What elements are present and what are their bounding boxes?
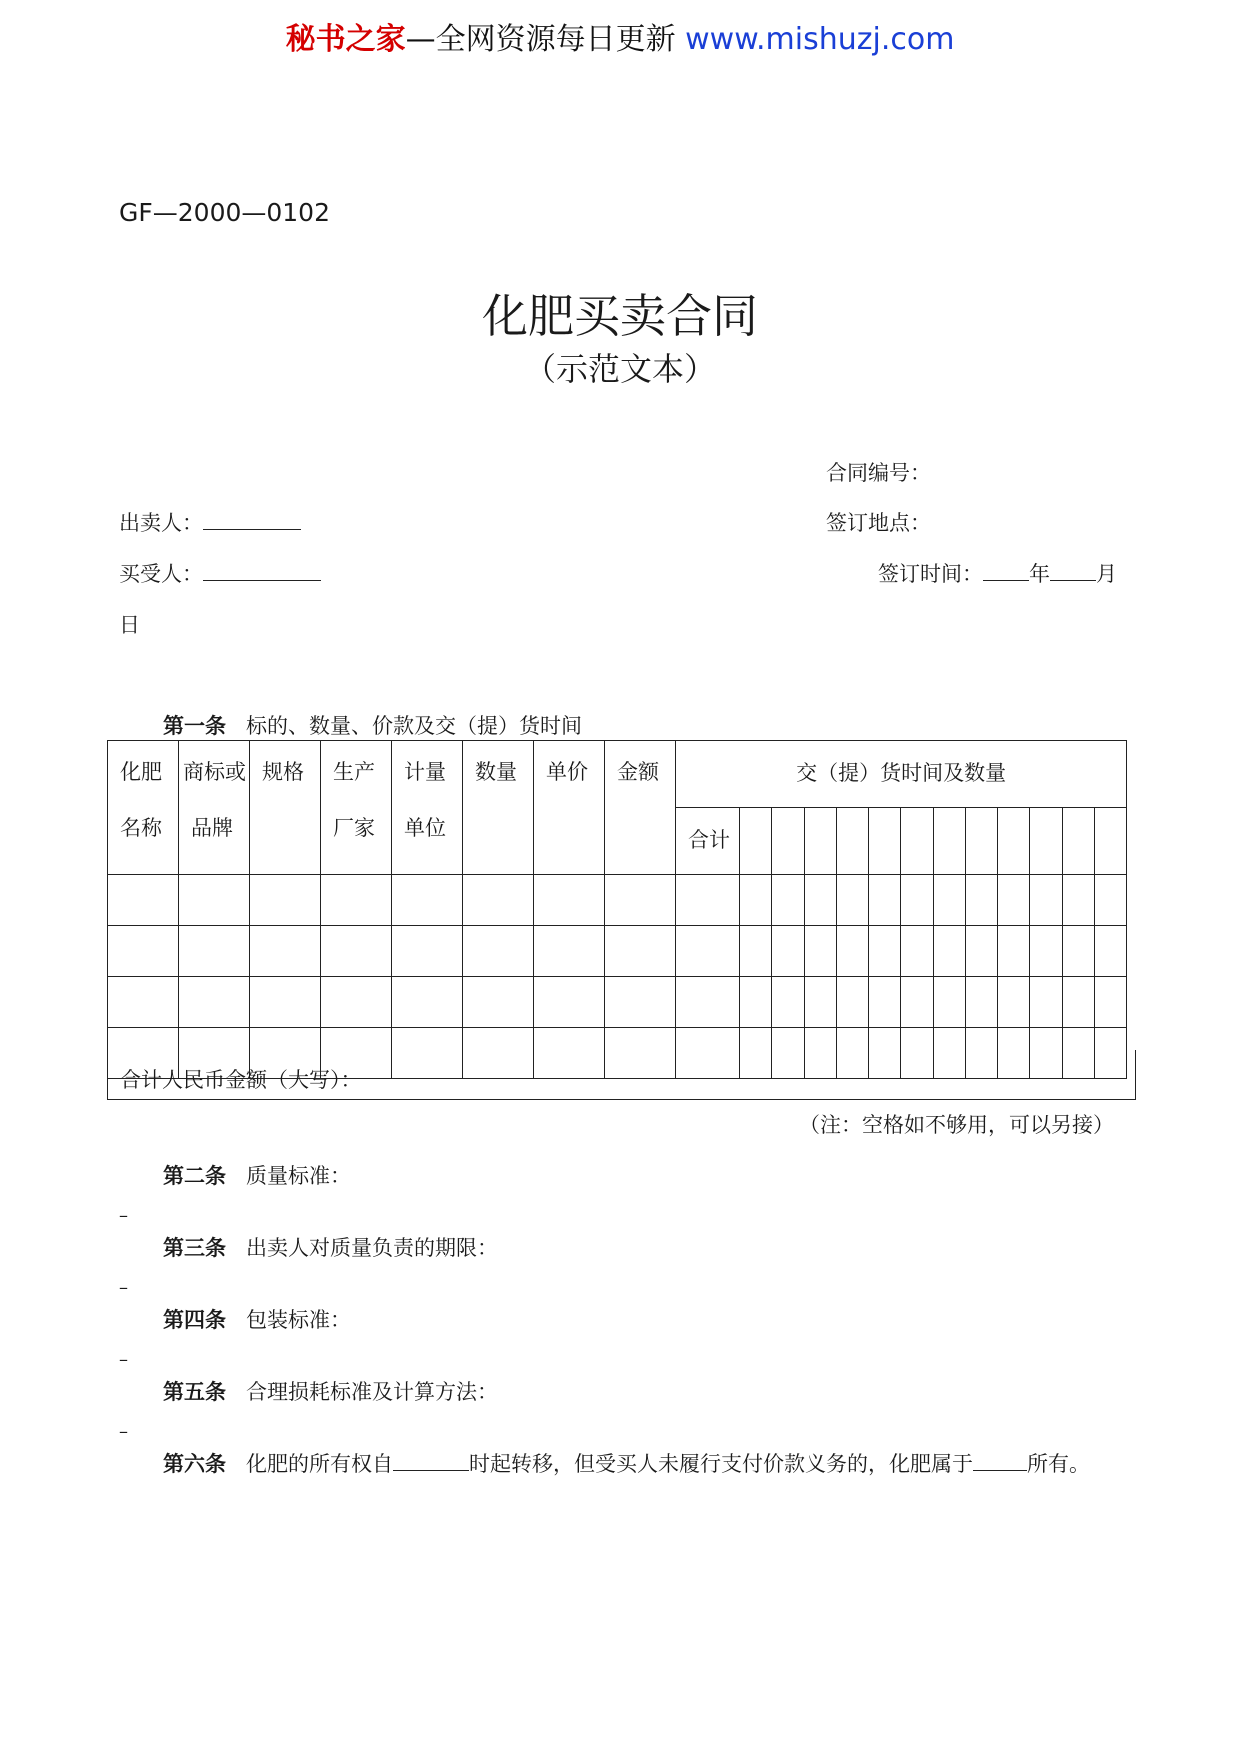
table-cell[interactable]: [998, 977, 1030, 1028]
table-cell[interactable]: [965, 977, 997, 1028]
goods-table: [107, 740, 1127, 1079]
day-label: 日: [119, 613, 140, 637]
table-cell[interactable]: [179, 875, 250, 926]
table-cell[interactable]: [740, 977, 772, 1028]
article-3-text: 出卖人对质量负责的期限：: [246, 1236, 499, 1260]
table-cell[interactable]: [108, 926, 179, 977]
delivery-subcolumn-header: [869, 808, 901, 875]
delivery-subcolumn-header: [933, 808, 965, 875]
delivery-subcolumn-header: [772, 808, 804, 875]
table-cell[interactable]: [869, 926, 901, 977]
seller-blank[interactable]: [203, 511, 301, 530]
table-note: （注：空格如不够用，可以另接）: [799, 1113, 1114, 1137]
col-header-quantity: 数量: [463, 741, 534, 875]
article-1: [163, 710, 582, 740]
delivery-subcolumn-header: [1094, 808, 1126, 875]
table-cell[interactable]: [1062, 926, 1094, 977]
table-cell[interactable]: [108, 875, 179, 926]
table-cell[interactable]: [463, 977, 534, 1028]
table-cell[interactable]: [534, 926, 605, 977]
table-cell[interactable]: [998, 926, 1030, 977]
table-cell[interactable]: [740, 926, 772, 977]
table-cell[interactable]: [804, 977, 836, 1028]
col-header-amount: 金额: [605, 741, 676, 875]
article-3-number: 第三条: [163, 1235, 226, 1260]
delivery-subcolumn-header: [965, 808, 997, 875]
document-code: GF—2000—0102: [119, 198, 330, 227]
seller-label: 出卖人：: [119, 511, 203, 535]
article-2-text: 质量标准：: [246, 1164, 352, 1188]
article-4-number: 第四条: [163, 1307, 226, 1332]
page-title: 化肥买卖合同: [482, 289, 758, 343]
table-cell[interactable]: [804, 875, 836, 926]
month-label: 月: [1096, 562, 1117, 586]
sign-time-label: 签订时间：: [878, 562, 983, 586]
contract-number-label: 合同编号：: [826, 461, 931, 485]
table-cell[interactable]: [250, 926, 321, 977]
table-cell[interactable]: [901, 977, 933, 1028]
banner-tagline: —全网资源每日更新: [405, 22, 676, 57]
article-2-number: 第二条: [163, 1163, 226, 1188]
col-header-delivery: 交（提）货时间及数量: [676, 741, 1127, 808]
article-4-fill-line[interactable]: –: [119, 1349, 128, 1370]
table-cell[interactable]: [933, 875, 965, 926]
table-body: [108, 875, 1127, 1079]
site-banner: [0, 14, 1240, 58]
col-header-delivery-total: 合计: [676, 808, 740, 875]
table-cell[interactable]: [836, 875, 868, 926]
table-cell[interactable]: [392, 926, 463, 977]
table-cell[interactable]: [772, 926, 804, 977]
col-header-fertilizer-name: 化肥 名称: [108, 741, 179, 875]
table-cell[interactable]: [605, 977, 676, 1028]
article-4: [163, 1304, 351, 1334]
table-cell[interactable]: [772, 875, 804, 926]
buyer-label: 买受人：: [119, 562, 203, 586]
article-5: [163, 1376, 498, 1406]
delivery-subcolumn-header: [1062, 808, 1094, 875]
table-cell[interactable]: [108, 977, 179, 1028]
table-cell[interactable]: [605, 875, 676, 926]
table-cell[interactable]: [869, 977, 901, 1028]
table-cell[interactable]: [463, 875, 534, 926]
table-row: [108, 926, 1127, 977]
month-blank[interactable]: [1050, 562, 1096, 581]
table-cell[interactable]: [901, 926, 933, 977]
table-row: [108, 977, 1127, 1028]
table-row: [108, 875, 1127, 926]
year-blank[interactable]: [983, 562, 1029, 581]
table-cell[interactable]: [179, 926, 250, 977]
article-5-fill-line[interactable]: –: [119, 1421, 128, 1442]
table-cell[interactable]: [1030, 875, 1062, 926]
table-cell[interactable]: [534, 875, 605, 926]
buyer-field[interactable]: [119, 558, 321, 588]
table-cell[interactable]: [392, 875, 463, 926]
table-cell[interactable]: [1062, 977, 1094, 1028]
table-cell[interactable]: [836, 926, 868, 977]
table-cell[interactable]: [392, 977, 463, 1028]
delivery-subcolumn-header: [901, 808, 933, 875]
table-cell[interactable]: [804, 926, 836, 977]
table-cell[interactable]: [463, 926, 534, 977]
article-2: [163, 1160, 351, 1190]
article-2-fill-line[interactable]: –: [119, 1205, 128, 1226]
col-header-unit: 计量 单位: [392, 741, 463, 875]
table-cell[interactable]: [772, 977, 804, 1028]
table-cell[interactable]: [1094, 977, 1126, 1028]
table-cell[interactable]: [250, 875, 321, 926]
table-cell[interactable]: [676, 875, 740, 926]
table-cell[interactable]: [1030, 926, 1062, 977]
table-cell[interactable]: [1062, 875, 1094, 926]
table-cell[interactable]: [1094, 875, 1126, 926]
page-subtitle: （示范文本）: [523, 350, 716, 388]
table-header-row-1: [108, 741, 1127, 808]
article-5-number: 第五条: [163, 1379, 226, 1404]
ownership-transfer-blank[interactable]: [393, 1452, 469, 1471]
year-label: 年: [1029, 562, 1050, 586]
delivery-subcolumn-header: [804, 808, 836, 875]
article-6-number: 第六条: [163, 1451, 226, 1476]
delivery-subcolumn-header: [998, 808, 1030, 875]
table-cell[interactable]: [676, 926, 740, 977]
sign-time-field[interactable]: [878, 558, 1117, 588]
col-header-brand: 商标或 品牌: [179, 741, 250, 875]
table-cell[interactable]: [321, 926, 392, 977]
table-cell[interactable]: [933, 926, 965, 977]
table-cell[interactable]: [1094, 926, 1126, 977]
table-cell[interactable]: [534, 977, 605, 1028]
col-header-spec: 规格: [250, 741, 321, 875]
seller-field[interactable]: [119, 507, 301, 537]
total-amount-label: 合计人民币金额（大写）：: [120, 1068, 362, 1092]
article-6-text-middle: 时起转移，但受买人未履行支付价款义务的，化肥属于: [469, 1452, 974, 1476]
delivery-subcolumn-header: [836, 808, 868, 875]
table-cell[interactable]: [998, 875, 1030, 926]
table-cell[interactable]: [836, 977, 868, 1028]
article-4-text: 包装标准：: [246, 1308, 352, 1332]
table-cell[interactable]: [605, 926, 676, 977]
table-cell[interactable]: [1030, 977, 1062, 1028]
table-cell[interactable]: [250, 977, 321, 1028]
article-6: [163, 1448, 1090, 1478]
article-3-fill-line[interactable]: –: [119, 1277, 128, 1298]
table-cell[interactable]: [901, 875, 933, 926]
article-3: [163, 1232, 498, 1262]
table-cell[interactable]: [965, 926, 997, 977]
ownership-owner-blank[interactable]: [973, 1452, 1027, 1471]
table-cell[interactable]: [321, 875, 392, 926]
article-1-number: 第一条: [163, 713, 226, 738]
article-6-text-before: 化肥的所有权自: [246, 1452, 394, 1476]
sign-place-label: 签订地点：: [826, 511, 931, 535]
table-cell[interactable]: [179, 977, 250, 1028]
article-1-text: 标的、数量、价款及交（提）货时间: [246, 714, 583, 738]
delivery-subcolumn-header: [740, 808, 772, 875]
article-5-text: 合理损耗标准及计算方法：: [246, 1380, 499, 1404]
table-cell[interactable]: [933, 977, 965, 1028]
delivery-subcolumn-header: [1030, 808, 1062, 875]
banner-url[interactable]: www.mishuzj.com: [685, 22, 955, 57]
article-6-text-after: 所有。: [1027, 1452, 1091, 1476]
buyer-blank[interactable]: [203, 562, 321, 581]
table-cell[interactable]: [965, 875, 997, 926]
col-header-manufacturer: 生产 厂家: [321, 741, 392, 875]
total-amount-row[interactable]: [107, 1050, 1136, 1100]
banner-brand: 秘书之家: [285, 22, 406, 57]
table-cell[interactable]: [869, 875, 901, 926]
table-cell[interactable]: [676, 977, 740, 1028]
col-header-unit-price: 单价: [534, 741, 605, 875]
table-cell[interactable]: [321, 977, 392, 1028]
table-cell[interactable]: [740, 875, 772, 926]
